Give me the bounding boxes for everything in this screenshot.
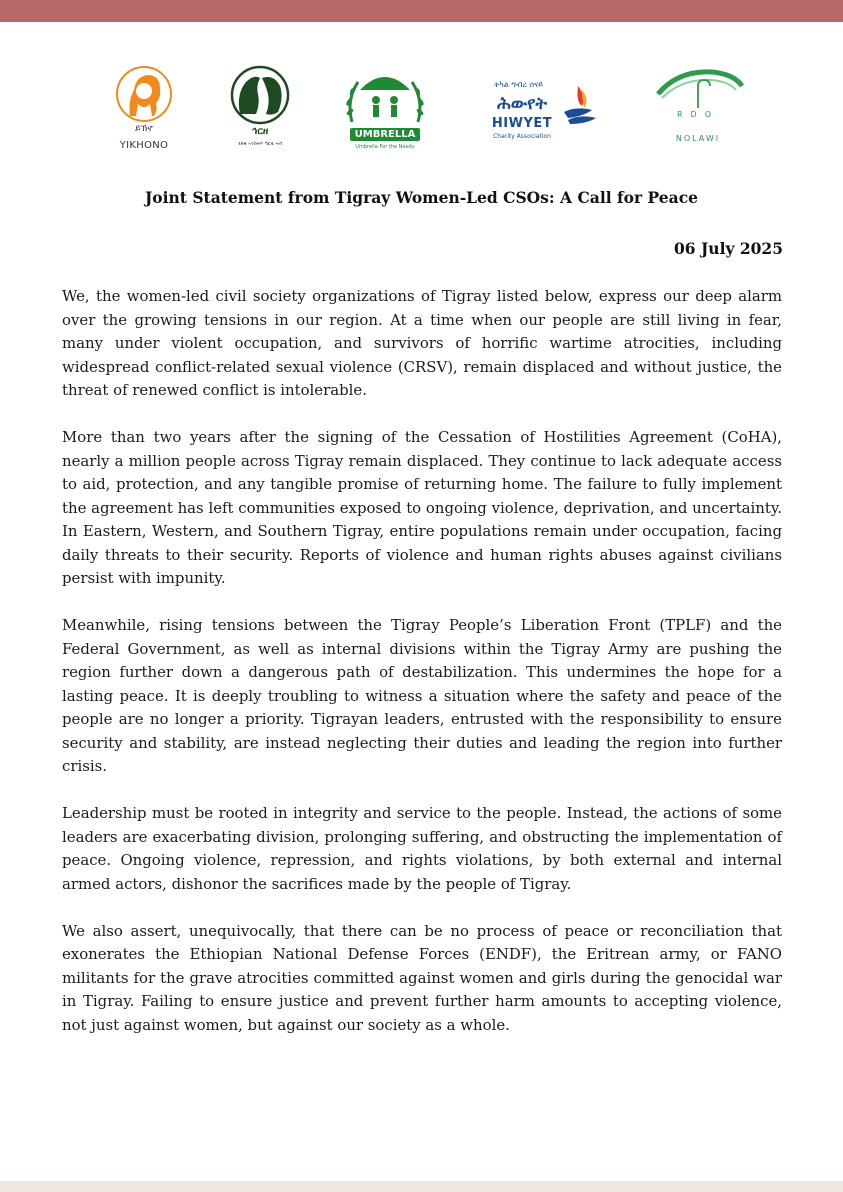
rdo-letters: RDO [676, 110, 719, 119]
umbrella-logo [342, 64, 428, 156]
logo-row [0, 64, 843, 164]
hiwyet-amharic-name: ሕውየት [497, 94, 547, 114]
document-date: 06 July 2025 [674, 239, 783, 258]
paragraph: Leadership must be rooted in integrity and service to the people. Instead, the actions of some leaders are exacerbating division, prolonging suffering, and obstructing the implementation of peace. Ongoing violence, repression, and rights violations, by both external and internal armed actors, dishonor the sacrifices made by the people of Tigray. [62, 804, 782, 893]
umbrella-name: UMBRELLA [350, 128, 420, 141]
document-body [62, 285, 782, 1061]
top-color-band [0, 0, 843, 22]
rdo-name: NOLAWI [675, 134, 721, 143]
yikhono-name: YIKHONO [119, 140, 169, 151]
hiwyet-name: HIWYET [491, 116, 553, 131]
document-title: Joint Statement from Tigray Women-Led CSOs: A Call for Peace [144, 188, 699, 207]
umbrella-tagline: Umbrella For the Needy [355, 144, 415, 150]
flame-hands-icon [562, 82, 598, 128]
nrh-subtitle: ንደቂ ኣንስትዮ ግርሂ ሓባ [237, 141, 283, 147]
hiwyet-amharic-top: ትካል ግብረ ሰናይ [494, 80, 544, 89]
yikhono-amharic-name: ይኽኖ [135, 124, 153, 134]
hiwyet-logo [474, 64, 600, 156]
rdo-nolawi-logo [648, 64, 748, 156]
nrh-logo [222, 64, 298, 156]
woman-silhouette-icon [108, 64, 180, 124]
women-profiles-icon [222, 64, 298, 126]
nrh-amharic-name: ኅርዘ [251, 126, 269, 137]
umbrella-wreath-icon [342, 64, 428, 128]
yikhono-logo [108, 64, 180, 156]
paragraph: We, the women-led civil society organizations of Tigray listed below, express our deep alarm over the growing tensions in our region. At a time when our people are still living in fear, many under violent occupation, and survivors of horrific wartime atrocities, including widespread conflict-related sexual violence (CRSV), remain displaced and without justice, the threat of renewed conflict is intolerable. [62, 287, 782, 399]
shepherd-staff-icon [648, 64, 748, 114]
paragraph: We also assert, unequivocally, that there can be no process of peace or reconciliation that exonerates the Ethiopian National Defense Forces (ENDF), the Eritrean army, or FANO militants for the grave atrocities committed against women and girls during the genocidal war in Tigray. Failing to ensure justice and prevent further harm amounts to accepting violence, not just against women, but against our society as a whole. [62, 921, 782, 1034]
paragraph: Meanwhile, rising tensions between the Tigray People’s Liberation Front (TPLF) and the Federal Government, as well as internal divisions within the Tigray Army are pushing the region further down a dangerous path of destabilization. This undermines the hope for a lasting peace. It is deeply troubling to witness a situation where the safety and peace of the people are no longer a priority. Tigrayan leaders, entrusted with the responsibility to ensure security and stability, are instead neglecting their duties and leading the region into further crisis. [62, 616, 782, 775]
bottom-color-band [0, 1181, 843, 1192]
hiwyet-subtitle: Charity Association [493, 133, 551, 140]
paragraph: More than two years after the signing of the Cessation of Hostilities Agreement (CoHA), nearly a million people across Tigray remain displaced. They continue to lack adequate access to aid, protection, and any tangible promise of returning home. The failure to fully implement the agreement has left communities exposed to ongoing violence, deprivation, and uncertainty. In Eastern, Western, and Southern Tigray, entire populations remain under occupation, facing daily threats to their security. Reports of violence and human rights abuses against civilians persist with impunity. [62, 428, 782, 587]
